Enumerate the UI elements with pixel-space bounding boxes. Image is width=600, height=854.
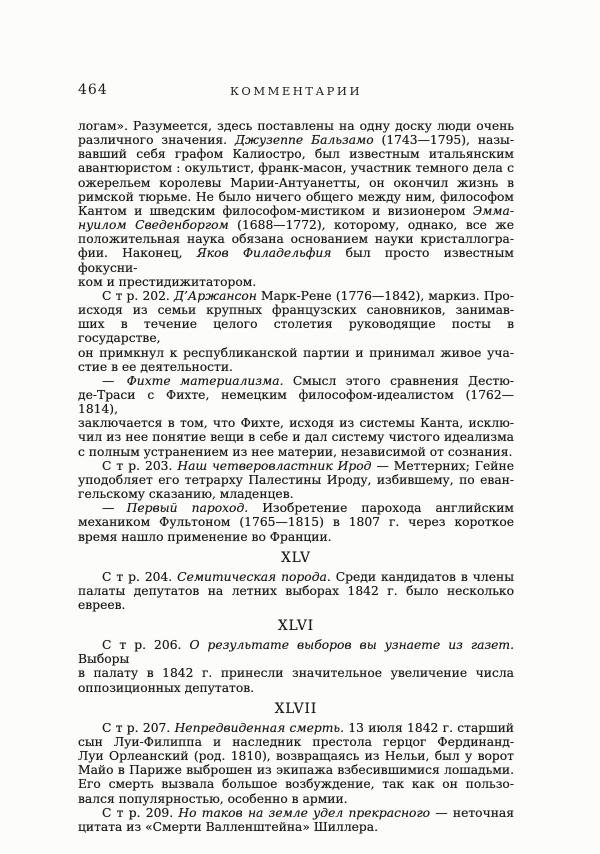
text-run: Кантом и шведским философом-мистиком и визионером	[78, 203, 473, 218]
italic-text-run: Но таков на земле удел прекрасного	[178, 805, 431, 820]
text-run: в палату в 1842 г. принесли значительное увеличение числа	[78, 666, 514, 681]
text-line	[78, 735, 514, 749]
text-line	[78, 289, 514, 303]
text-line	[78, 721, 514, 735]
text-run: Изобретение парохода английским	[248, 501, 514, 516]
text-line	[78, 176, 514, 190]
text-line	[78, 763, 514, 777]
text-line	[78, 303, 514, 317]
text-run: авантюристом : окультист, франк-масон, участник темного дела с	[78, 161, 514, 176]
italic-text-run: нуилом Сведенборгом	[78, 218, 229, 233]
text-line	[78, 430, 514, 444]
text-line	[78, 598, 514, 612]
text-line	[78, 792, 514, 806]
paragraph	[78, 638, 514, 695]
paragraph	[78, 570, 514, 612]
text-run: — Меттерних; Гейне	[371, 458, 514, 473]
text-run: палаты депутатов на летних выборах 1842 г. было несколько	[78, 583, 514, 598]
text-line	[78, 190, 514, 204]
text-line	[78, 119, 514, 133]
text-line	[78, 681, 514, 695]
text-line	[78, 570, 514, 584]
text-run: цитата из «Смерти Валленштейна» Шиллера.	[78, 819, 379, 834]
text-run: С т р. 202.	[102, 288, 174, 303]
paragraph	[78, 119, 514, 289]
text-run: 13 июля 1842 г. старший	[344, 720, 515, 735]
text-line	[78, 666, 514, 680]
text-run: вавший себя графом Калиостро, был известным итальянским	[78, 147, 514, 162]
italic-text-run: Фихте материализма.	[126, 373, 284, 388]
text-line	[78, 346, 514, 360]
text-run: оппозиционных депутатов.	[78, 680, 255, 695]
text-line	[78, 317, 514, 345]
text-run: с полным устранением из нее материи, независимой от сознания.	[78, 444, 513, 459]
paragraph	[78, 501, 514, 543]
italic-text-run: Яков Филадельфия	[196, 246, 332, 261]
text-run: (1688—1772), которому, однако, все же	[228, 218, 514, 233]
text-line	[78, 445, 514, 459]
text-line	[78, 530, 514, 544]
text-run: — неточная	[430, 805, 514, 820]
text-line	[78, 473, 514, 487]
text-run: Майо в Париже выброшен из экипажа взбесившимися лошадьми.	[78, 763, 514, 778]
text-run: Выборы	[78, 652, 130, 667]
paragraph	[78, 289, 514, 374]
section-heading: XLV	[281, 549, 311, 566]
page-number: 464	[78, 82, 108, 98]
text-line	[78, 360, 514, 374]
text-line	[78, 820, 514, 834]
italic-text-run: Непредвиденная смерть.	[174, 720, 345, 735]
italic-text-run: Джузеппе Бальзамо	[235, 133, 374, 148]
text-run: ком и престидижитатором.	[78, 274, 257, 289]
text-run: уподобляет его тетрарху Палестины Ироду, избившему, по еван-	[78, 472, 514, 487]
italic-text-run: Д’Аржансон	[174, 288, 257, 303]
text-run: Луи Орлеанский (род. 1810), возвращаясь из Нельи, был у ворот	[78, 749, 514, 764]
text-line	[78, 246, 514, 274]
italic-text-run: Семитическая порода.	[177, 569, 331, 584]
page-body	[78, 119, 514, 834]
text-line	[78, 749, 514, 763]
paragraph	[78, 721, 514, 806]
text-run: евреев.	[78, 598, 126, 612]
text-run: чил из нее понятие вещи в себе и дал систему чистого идеализма	[78, 430, 514, 445]
running-header	[78, 82, 514, 98]
text-run: механиком Фультоном (1765—1815) в 1807 г. через короткое	[78, 515, 514, 530]
text-run: С т р. 207.	[102, 720, 175, 735]
text-run: —	[102, 373, 127, 388]
text-run: —	[102, 501, 127, 516]
text-run: С т р. 206.	[102, 638, 190, 653]
text-run: Марк-Рене (1776—1842), маркиз. Про-	[256, 288, 514, 303]
section-heading: XLVI	[277, 618, 315, 635]
text-line	[78, 275, 514, 289]
text-run: заключается в том, что Фихте, исходя из системы Канта, исклю-	[78, 416, 514, 431]
text-run: исходя из семьи крупных французских сановников, занимав-	[78, 303, 514, 318]
text-run: сын Луи-Филиппа и наследник престола герцог Фердинанд-	[78, 734, 514, 749]
text-run: римской тюрьме. Не было ничего общего между ним, философом	[78, 189, 514, 204]
text-run: был просто известным фокусни-	[78, 246, 514, 275]
paragraph	[78, 374, 514, 459]
paragraph	[78, 806, 514, 834]
text-run: Смысл этого сравнения Дестю-	[283, 373, 514, 388]
text-line	[78, 501, 514, 515]
text-run: он примкнул к республиканской партии и принимал живое уча-	[78, 345, 514, 360]
text-run: ших в течение целого столетия руководящие посты в государстве,	[78, 317, 514, 346]
text-run: положительная наука обязана основанием науки кристаллогра-	[78, 232, 514, 247]
text-line	[78, 388, 514, 416]
section-heading: XLVII	[274, 700, 318, 717]
text-run: ожерельем королевы Марии-Антуанетты, он окончил жизнь в	[78, 175, 514, 190]
text-line	[78, 147, 514, 161]
italic-text-run: Наш четверовластник Ирод	[177, 458, 372, 473]
text-run: С т р. 204.	[102, 569, 178, 584]
italic-text-run: Первый пароход.	[126, 501, 249, 516]
text-run: стие в ее деятельности.	[78, 359, 233, 374]
text-run: фии. Наконец,	[78, 246, 197, 261]
text-run: логам». Разумеется, здесь поставлены на одну доску люди очень	[78, 119, 514, 133]
text-run: Среди кандидатов в члены	[330, 569, 514, 584]
text-line	[78, 374, 514, 388]
text-run: С т р. 203.	[102, 458, 178, 473]
text-run: время нашло применение во Франции.	[78, 529, 332, 544]
text-run: (1743—1795), назы-	[373, 133, 514, 148]
text-line	[78, 161, 514, 175]
text-line	[78, 459, 514, 473]
running-title: КОММЕНТАРИИ	[230, 84, 362, 98]
text-line	[78, 777, 514, 791]
text-line	[78, 133, 514, 147]
text-line	[78, 515, 514, 529]
text-line	[78, 204, 514, 218]
text-run: вался популярностью, особенно в армии.	[78, 791, 348, 806]
text-line	[78, 218, 514, 232]
italic-text-run: О результате выборов вы узнаете из газет.	[189, 638, 514, 653]
text-run: различного значения.	[78, 133, 235, 148]
text-run: де-Траси с Фихте, немецким философом-идеалистом (1762—1814),	[78, 387, 514, 417]
text-run: Его смерть вызвала большое возбуждение, так как он пользо-	[78, 777, 514, 792]
text-line	[78, 584, 514, 598]
text-line	[78, 638, 514, 666]
paragraph	[78, 459, 514, 501]
italic-text-run: Эмма-	[472, 203, 514, 218]
text-run: С т р. 209.	[102, 805, 179, 820]
text-line	[78, 232, 514, 246]
text-run: гельскому сказанию, младенцев.	[78, 487, 294, 502]
text-line	[78, 416, 514, 430]
text-line	[78, 487, 514, 501]
text-line	[78, 806, 514, 820]
